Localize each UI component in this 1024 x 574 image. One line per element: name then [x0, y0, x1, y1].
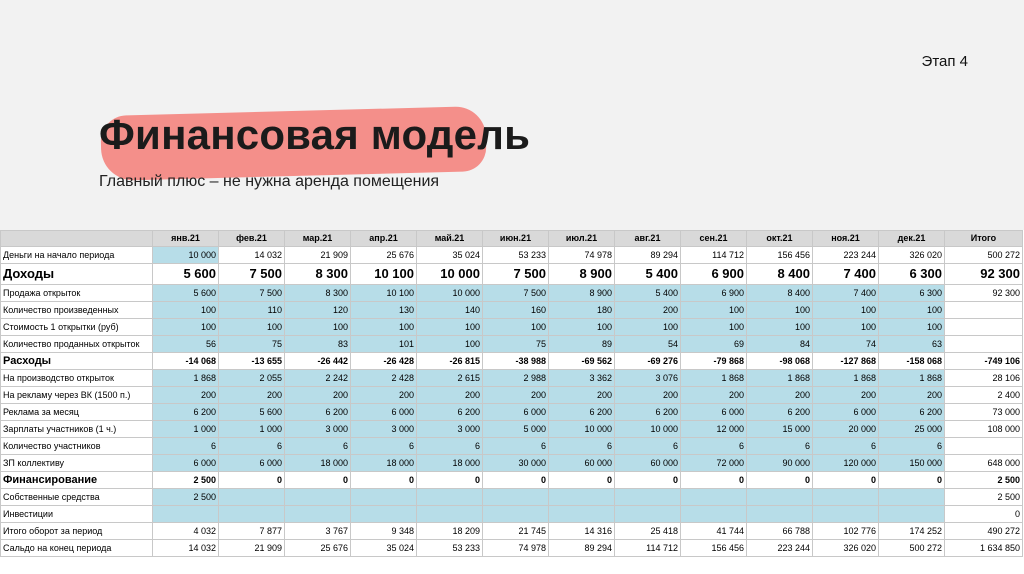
table-cell[interactable]: -26 815 — [417, 353, 483, 370]
table-cell[interactable] — [219, 506, 285, 523]
table-cell[interactable]: 6 200 — [615, 404, 681, 421]
table-cell[interactable]: 100 — [219, 319, 285, 336]
table-cell[interactable]: 0 — [813, 472, 879, 489]
table-cell[interactable] — [945, 438, 1023, 455]
table-cell[interactable] — [615, 506, 681, 523]
table-cell[interactable]: 74 978 — [549, 247, 615, 264]
table-cell[interactable]: 200 — [681, 387, 747, 404]
row-label[interactable]: Реклама за месяц — [1, 404, 153, 421]
table-cell[interactable]: 5 600 — [219, 404, 285, 421]
table-cell[interactable]: 10 000 — [549, 421, 615, 438]
table-cell[interactable]: 6 — [153, 438, 219, 455]
table-cell[interactable]: 3 000 — [417, 421, 483, 438]
financial-model-table — [0, 230, 1023, 557]
table-cell[interactable]: 6 200 — [417, 404, 483, 421]
table-cell[interactable]: 2 400 — [945, 387, 1023, 404]
table-cell[interactable]: 74 — [813, 336, 879, 353]
table-cell[interactable]: 10 100 — [351, 285, 417, 302]
table-cell[interactable]: 7 500 — [219, 264, 285, 285]
row-label[interactable]: Доходы — [1, 264, 153, 285]
table-cell[interactable]: 18 000 — [285, 455, 351, 472]
table-row — [1, 506, 1023, 523]
table-cell[interactable]: 84 — [747, 336, 813, 353]
table-row — [1, 353, 1023, 370]
table-cell[interactable]: 25 676 — [285, 540, 351, 557]
table-cell[interactable]: 5 000 — [483, 421, 549, 438]
table-cell[interactable]: 180 — [549, 302, 615, 319]
table-cell[interactable]: 6 — [681, 438, 747, 455]
table-cell[interactable] — [681, 506, 747, 523]
table-cell[interactable] — [285, 506, 351, 523]
table-row — [1, 455, 1023, 472]
row-label[interactable]: Собственные средства — [1, 489, 153, 506]
table-cell[interactable]: 10 000 — [615, 421, 681, 438]
table-cell[interactable]: 25 676 — [351, 247, 417, 264]
table-cell[interactable]: 25 000 — [879, 421, 945, 438]
table-cell[interactable]: 6 200 — [879, 404, 945, 421]
table-cell[interactable]: 6 — [549, 438, 615, 455]
table-cell[interactable]: 92 300 — [945, 285, 1023, 302]
table-cell[interactable]: 100 — [417, 336, 483, 353]
table-cell[interactable]: 326 020 — [879, 247, 945, 264]
row-label[interactable]: Расходы — [1, 353, 153, 370]
table-cell[interactable]: 100 — [681, 302, 747, 319]
table-cell[interactable]: 0 — [945, 506, 1023, 523]
table-cell[interactable]: 156 456 — [747, 247, 813, 264]
table-cell[interactable]: 5 400 — [615, 285, 681, 302]
row-label[interactable]: Инвестиции — [1, 506, 153, 523]
table-cell[interactable]: -69 562 — [549, 353, 615, 370]
table-cell[interactable]: 100 — [879, 319, 945, 336]
table-row — [1, 370, 1023, 387]
table-cell[interactable]: 108 000 — [945, 421, 1023, 438]
table-cell[interactable]: 6 200 — [549, 404, 615, 421]
table-row — [1, 540, 1023, 557]
table-cell[interactable]: -158 068 — [879, 353, 945, 370]
table-cell[interactable] — [813, 489, 879, 506]
table-cell[interactable]: 100 — [351, 319, 417, 336]
table-cell[interactable]: 83 — [285, 336, 351, 353]
table-cell[interactable]: 1 000 — [219, 421, 285, 438]
table-cell[interactable]: 8 900 — [549, 285, 615, 302]
table-cell[interactable]: 66 788 — [747, 523, 813, 540]
table-cell[interactable]: 100 — [615, 319, 681, 336]
row-label[interactable]: Продажа открыток — [1, 285, 153, 302]
table-row — [1, 421, 1023, 438]
column-header-total: Итого — [945, 231, 1023, 247]
table-cell[interactable]: 8 900 — [549, 264, 615, 285]
table-cell[interactable]: -26 428 — [351, 353, 417, 370]
column-header-month: ноя.21 — [813, 231, 879, 247]
table-cell[interactable]: 1 868 — [153, 370, 219, 387]
column-header-month: янв.21 — [153, 231, 219, 247]
table-cell[interactable]: 69 — [681, 336, 747, 353]
column-header-month: май.21 — [417, 231, 483, 247]
table-cell[interactable]: 6 200 — [153, 404, 219, 421]
table-cell[interactable]: 140 — [417, 302, 483, 319]
table-cell[interactable]: 2 055 — [219, 370, 285, 387]
table-cell[interactable]: 8 400 — [747, 285, 813, 302]
table-cell[interactable] — [549, 506, 615, 523]
table-row — [1, 319, 1023, 336]
table-cell[interactable]: 223 244 — [813, 247, 879, 264]
table-cell[interactable]: 1 634 850 — [945, 540, 1023, 557]
table-cell[interactable]: 326 020 — [813, 540, 879, 557]
table-cell[interactable] — [615, 489, 681, 506]
column-header-month: дек.21 — [879, 231, 945, 247]
column-header-month: фев.21 — [219, 231, 285, 247]
row-label[interactable]: Финансирование — [1, 472, 153, 489]
row-label[interactable]: Количество проданных открыток — [1, 336, 153, 353]
table-cell[interactable]: 100 — [879, 302, 945, 319]
table-cell[interactable]: -749 106 — [945, 353, 1023, 370]
table-row — [1, 285, 1023, 302]
table-cell[interactable]: 8 400 — [747, 264, 813, 285]
table-cell[interactable]: 6 900 — [681, 264, 747, 285]
table-cell[interactable]: 90 000 — [747, 455, 813, 472]
row-label[interactable]: Стоимость 1 открытки (руб) — [1, 319, 153, 336]
table-cell[interactable]: 200 — [615, 387, 681, 404]
table-cell[interactable]: 21 745 — [483, 523, 549, 540]
table-cell[interactable]: 6 000 — [219, 455, 285, 472]
table-cell[interactable]: 56 — [153, 336, 219, 353]
table-cell[interactable]: 200 — [549, 387, 615, 404]
table-cell[interactable]: 200 — [879, 387, 945, 404]
table-cell[interactable]: 200 — [219, 387, 285, 404]
table-cell[interactable]: 114 712 — [681, 247, 747, 264]
table-cell[interactable]: 100 — [153, 319, 219, 336]
table-cell[interactable]: 89 294 — [549, 540, 615, 557]
table-cell[interactable] — [747, 506, 813, 523]
table-cell[interactable]: 160 — [483, 302, 549, 319]
table-cell[interactable]: 200 — [813, 387, 879, 404]
table-cell[interactable] — [813, 506, 879, 523]
table-cell[interactable]: 3 767 — [285, 523, 351, 540]
table-cell[interactable]: 5 600 — [153, 285, 219, 302]
table-cell[interactable]: 6 000 — [153, 455, 219, 472]
table-cell[interactable]: 3 000 — [351, 421, 417, 438]
table-cell[interactable]: 6 — [351, 438, 417, 455]
table-cell[interactable]: 53 233 — [483, 247, 549, 264]
table-cell[interactable]: 0 — [219, 472, 285, 489]
table-cell[interactable]: 6 000 — [351, 404, 417, 421]
table-cell[interactable]: 156 456 — [681, 540, 747, 557]
column-header-month: сен.21 — [681, 231, 747, 247]
table-cell[interactable]: 6 — [483, 438, 549, 455]
table-cell[interactable]: 100 — [483, 319, 549, 336]
table-row — [1, 336, 1023, 353]
table-cell[interactable]: 6 300 — [879, 285, 945, 302]
table-cell[interactable]: -127 868 — [813, 353, 879, 370]
table-cell[interactable]: 7 400 — [813, 285, 879, 302]
table-cell[interactable]: 100 — [285, 319, 351, 336]
table-cell[interactable]: 0 — [747, 472, 813, 489]
table-cell[interactable]: 3 000 — [285, 421, 351, 438]
table-cell[interactable]: 60 000 — [615, 455, 681, 472]
table-cell[interactable]: 0 — [483, 472, 549, 489]
table-cell[interactable]: 100 — [747, 319, 813, 336]
table-cell[interactable]: 0 — [549, 472, 615, 489]
table-cell[interactable]: 2 242 — [285, 370, 351, 387]
table-cell[interactable]: 3 076 — [615, 370, 681, 387]
stage-label: Этап 4 — [921, 53, 968, 70]
column-header-month: июн.21 — [483, 231, 549, 247]
table-cell[interactable] — [681, 489, 747, 506]
table-cell[interactable]: 6 — [615, 438, 681, 455]
row-label[interactable]: Итого оборот за период — [1, 523, 153, 540]
table-cell[interactable]: 18 209 — [417, 523, 483, 540]
table-cell[interactable]: 35 024 — [351, 540, 417, 557]
row-label[interactable]: Деньги на начало периода — [1, 247, 153, 264]
row-label[interactable]: Зарплаты участников (1 ч.) — [1, 421, 153, 438]
table-cell[interactable]: -38 988 — [483, 353, 549, 370]
column-header-month: мар.21 — [285, 231, 351, 247]
table-cell[interactable]: 2 615 — [417, 370, 483, 387]
table-cell[interactable]: -98 068 — [747, 353, 813, 370]
table-cell[interactable]: 5 400 — [615, 264, 681, 285]
table-cell[interactable]: 15 000 — [747, 421, 813, 438]
table-cell[interactable]: -79 868 — [681, 353, 747, 370]
table-cell[interactable]: 5 600 — [153, 264, 219, 285]
table-cell[interactable]: 100 — [549, 319, 615, 336]
table-cell[interactable]: 7 400 — [813, 264, 879, 285]
row-label[interactable]: ЗП коллективу — [1, 455, 153, 472]
table-cell[interactable] — [153, 506, 219, 523]
table-cell[interactable]: 6 900 — [681, 285, 747, 302]
table-row — [1, 387, 1023, 404]
table-cell[interactable] — [747, 489, 813, 506]
table-row — [1, 489, 1023, 506]
table-row — [1, 247, 1023, 264]
table-cell[interactable]: 500 272 — [945, 247, 1023, 264]
table-cell[interactable]: 6 000 — [681, 404, 747, 421]
table-cell[interactable]: 8 300 — [285, 264, 351, 285]
table-cell[interactable]: 6 — [285, 438, 351, 455]
table-cell[interactable]: -69 276 — [615, 353, 681, 370]
table-cell[interactable]: 102 776 — [813, 523, 879, 540]
table-cell[interactable]: 30 000 — [483, 455, 549, 472]
column-header-label — [1, 231, 153, 247]
table-cell[interactable]: 200 — [285, 387, 351, 404]
table-cell[interactable]: 100 — [153, 302, 219, 319]
table-cell[interactable]: 174 252 — [879, 523, 945, 540]
table-cell[interactable] — [285, 489, 351, 506]
table-cell[interactable]: 10 100 — [351, 264, 417, 285]
table-cell[interactable] — [549, 489, 615, 506]
table-cell[interactable]: 14 032 — [219, 247, 285, 264]
table-cell[interactable] — [945, 302, 1023, 319]
table-cell[interactable]: 89 294 — [615, 247, 681, 264]
table-cell[interactable]: 10 000 — [153, 247, 219, 264]
table-cell[interactable]: 114 712 — [615, 540, 681, 557]
page-title: Финансовая модель — [99, 111, 531, 158]
table-cell[interactable]: 200 — [747, 387, 813, 404]
table-cell[interactable] — [417, 506, 483, 523]
table-cell[interactable]: 74 978 — [483, 540, 549, 557]
table-cell[interactable]: 6 — [417, 438, 483, 455]
table-cell[interactable]: 130 — [351, 302, 417, 319]
table-cell[interactable]: 35 024 — [417, 247, 483, 264]
table-cell[interactable]: 200 — [351, 387, 417, 404]
table-cell[interactable]: 110 — [219, 302, 285, 319]
table-cell[interactable]: 100 — [813, 302, 879, 319]
table-cell[interactable]: 7 500 — [219, 285, 285, 302]
table-cell[interactable]: 6 000 — [813, 404, 879, 421]
row-label[interactable]: Количество участников — [1, 438, 153, 455]
table-cell[interactable]: 10 000 — [417, 264, 483, 285]
table-cell[interactable]: 28 106 — [945, 370, 1023, 387]
table-cell[interactable]: 2 500 — [945, 472, 1023, 489]
column-header-month: окт.21 — [747, 231, 813, 247]
table-cell[interactable]: 41 744 — [681, 523, 747, 540]
table-row — [1, 264, 1023, 285]
table-cell[interactable] — [219, 489, 285, 506]
table-cell[interactable]: 0 — [681, 472, 747, 489]
table-cell[interactable]: 120 000 — [813, 455, 879, 472]
table-cell[interactable] — [879, 489, 945, 506]
table-cell[interactable]: 6 200 — [285, 404, 351, 421]
table-cell[interactable]: 6 — [879, 438, 945, 455]
table-cell[interactable]: 89 — [549, 336, 615, 353]
table-cell[interactable]: 200 — [483, 387, 549, 404]
table-row — [1, 302, 1023, 319]
table-cell[interactable]: 18 000 — [417, 455, 483, 472]
table-cell[interactable]: 1 868 — [681, 370, 747, 387]
table-cell[interactable]: 2 428 — [351, 370, 417, 387]
table-cell[interactable]: 100 — [681, 319, 747, 336]
table-cell[interactable]: 6 — [747, 438, 813, 455]
table-cell[interactable] — [879, 506, 945, 523]
table-cell[interactable]: 53 233 — [417, 540, 483, 557]
table-cell[interactable]: 200 — [417, 387, 483, 404]
table-cell[interactable]: 1 868 — [879, 370, 945, 387]
table-cell[interactable] — [945, 336, 1023, 353]
table-cell[interactable]: 3 362 — [549, 370, 615, 387]
table-cell[interactable]: 100 — [813, 319, 879, 336]
table-cell[interactable]: 500 272 — [879, 540, 945, 557]
column-header-month: авг.21 — [615, 231, 681, 247]
table-cell[interactable]: 7 500 — [483, 285, 549, 302]
table-cell[interactable] — [483, 489, 549, 506]
table-cell[interactable]: 200 — [615, 302, 681, 319]
table-cell[interactable] — [945, 319, 1023, 336]
table-cell[interactable]: 1 868 — [813, 370, 879, 387]
table-row — [1, 438, 1023, 455]
table-cell[interactable]: 6 200 — [747, 404, 813, 421]
table-cell[interactable]: 150 000 — [879, 455, 945, 472]
table-cell[interactable]: 20 000 — [813, 421, 879, 438]
table-cell[interactable]: 18 000 — [351, 455, 417, 472]
table-cell[interactable] — [483, 506, 549, 523]
table-cell[interactable]: -13 655 — [219, 353, 285, 370]
table-cell[interactable]: 490 272 — [945, 523, 1023, 540]
table-cell[interactable]: 14 316 — [549, 523, 615, 540]
table-cell[interactable]: 8 300 — [285, 285, 351, 302]
table-cell[interactable]: 120 — [285, 302, 351, 319]
table-cell[interactable]: 0 — [879, 472, 945, 489]
table-cell[interactable]: 7 500 — [483, 264, 549, 285]
table-cell[interactable]: 6 — [219, 438, 285, 455]
table-cell[interactable]: 100 — [417, 319, 483, 336]
table-cell[interactable]: 1 000 — [153, 421, 219, 438]
table-cell[interactable]: 60 000 — [549, 455, 615, 472]
table-cell[interactable]: 10 000 — [417, 285, 483, 302]
table-cell[interactable]: 6 000 — [483, 404, 549, 421]
table-cell[interactable]: 21 909 — [285, 247, 351, 264]
table-cell[interactable]: 54 — [615, 336, 681, 353]
table-cell[interactable]: 75 — [483, 336, 549, 353]
table-cell[interactable]: 75 — [219, 336, 285, 353]
table-cell[interactable]: 25 418 — [615, 523, 681, 540]
column-header-month: апр.21 — [351, 231, 417, 247]
table-cell[interactable]: 1 868 — [747, 370, 813, 387]
table-cell[interactable]: 223 244 — [747, 540, 813, 557]
row-label[interactable]: Количество произведенных — [1, 302, 153, 319]
row-label[interactable]: Сальдо на конец периода — [1, 540, 153, 557]
table-cell[interactable]: 100 — [747, 302, 813, 319]
row-label[interactable]: На производство открыток — [1, 370, 153, 387]
table-cell[interactable]: 0 — [351, 472, 417, 489]
table-row — [1, 472, 1023, 489]
row-label[interactable]: На рекламу через ВК (1500 п.) — [1, 387, 153, 404]
table-cell[interactable]: 2 500 — [153, 489, 219, 506]
table-cell[interactable]: 2 500 — [153, 472, 219, 489]
page-subtitle: Главный плюс – не нужна аренда помещения — [99, 173, 440, 190]
table-row — [1, 404, 1023, 421]
table-cell[interactable]: 21 909 — [219, 540, 285, 557]
table-cell[interactable]: 9 348 — [351, 523, 417, 540]
table-cell[interactable]: -14 068 — [153, 353, 219, 370]
table-cell[interactable]: 0 — [417, 472, 483, 489]
table-cell[interactable]: 2 988 — [483, 370, 549, 387]
table-header-row — [1, 231, 1023, 247]
table-cell[interactable]: 63 — [879, 336, 945, 353]
column-header-month: июл.21 — [549, 231, 615, 247]
table-cell[interactable]: 101 — [351, 336, 417, 353]
table-cell[interactable]: 92 300 — [945, 264, 1023, 285]
table-cell[interactable]: 2 500 — [945, 489, 1023, 506]
table-cell[interactable]: 0 — [285, 472, 351, 489]
table-cell[interactable]: 0 — [615, 472, 681, 489]
table-cell[interactable]: 648 000 — [945, 455, 1023, 472]
table-cell[interactable]: 12 000 — [681, 421, 747, 438]
table-cell[interactable] — [351, 489, 417, 506]
table-cell[interactable]: -26 442 — [285, 353, 351, 370]
table-cell[interactable]: 72 000 — [681, 455, 747, 472]
table-cell[interactable]: 200 — [153, 387, 219, 404]
table-cell[interactable] — [417, 489, 483, 506]
table-cell[interactable] — [351, 506, 417, 523]
table-cell[interactable]: 6 300 — [879, 264, 945, 285]
table-cell[interactable]: 4 032 — [153, 523, 219, 540]
table-cell[interactable]: 6 — [813, 438, 879, 455]
table-row — [1, 523, 1023, 540]
table-cell[interactable]: 14 032 — [153, 540, 219, 557]
table-cell[interactable]: 7 877 — [219, 523, 285, 540]
table-cell[interactable]: 73 000 — [945, 404, 1023, 421]
